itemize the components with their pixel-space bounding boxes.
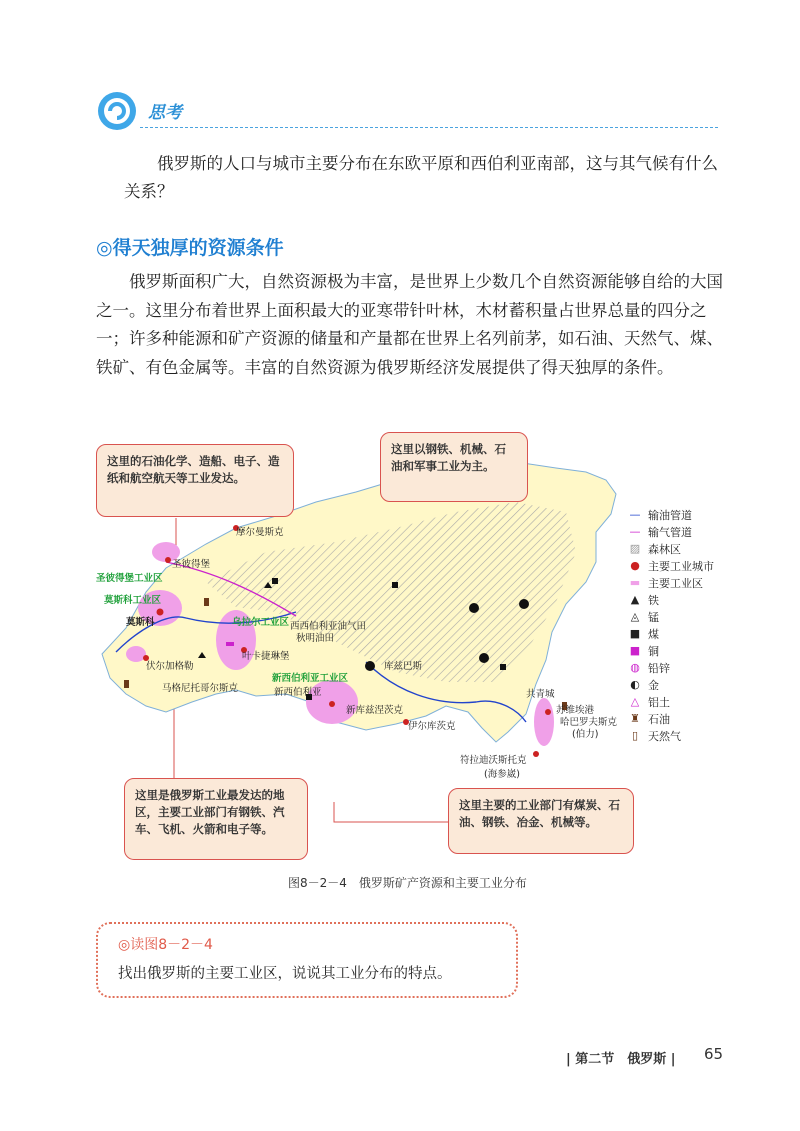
- legend-item: ▬ 主要工业区: [626, 574, 736, 591]
- city-icon: ●: [630, 559, 640, 572]
- legend-item: ▲ 铁: [626, 591, 736, 608]
- legend-item: ▯ 天然气: [626, 727, 736, 744]
- city-label: 新库兹涅茨克: [346, 705, 404, 716]
- copper-icon: ■: [629, 644, 641, 657]
- page-number: 65: [704, 1045, 724, 1063]
- city-label: 共青城: [526, 689, 555, 700]
- callout-st-petersburg: 这里的石油化学、造船、电子、造纸和航空航天等工业发达。: [96, 444, 294, 517]
- field-label: 秋明油田: [296, 633, 335, 644]
- callout-siberia: 这里主要的工业部门有煤炭、石油、钢铁、冶金、机械等。: [448, 788, 634, 854]
- legend-item: — 输气管道: [626, 523, 736, 540]
- coal-icon: ■: [629, 627, 641, 640]
- city-label: 马格尼托哥尔斯克: [162, 683, 239, 694]
- oil-icon: ♜: [630, 712, 640, 725]
- natural-gas-icon: ▯: [631, 729, 639, 742]
- legend-item: ◐ 金: [626, 676, 736, 693]
- legend-item: ■ 铜: [626, 642, 736, 659]
- city-label: 摩尔曼斯克: [236, 527, 284, 538]
- city-label: 符拉迪沃斯托克: [460, 755, 527, 766]
- region-label: 新西伯利亚工业区: [272, 673, 349, 684]
- legend-item: △ 铝土: [626, 693, 736, 710]
- city-label: (海参崴): [484, 769, 520, 780]
- region-label: 莫斯科工业区: [104, 595, 162, 606]
- legend-item: ▨ 森林区: [626, 540, 736, 557]
- divider: [140, 127, 718, 128]
- bauxite-icon: △: [630, 695, 640, 708]
- reading-text: 找出俄罗斯的主要工业区，说说其工业分布的特点。: [118, 966, 452, 982]
- legend-item: ● 主要工业城市: [626, 557, 736, 574]
- field-label: 西西伯利亚油气田: [290, 621, 367, 632]
- city-label: 莫斯科: [126, 617, 155, 628]
- city-label: 哈巴罗夫斯克: [560, 717, 618, 728]
- reading-title: ◎读图8－2－4: [118, 937, 213, 953]
- city-label: 伏尔加格勒: [146, 661, 194, 672]
- city-label: (伯力): [572, 729, 599, 740]
- lead-zinc-icon: ◍: [630, 661, 640, 674]
- city-label: 苏维埃港: [556, 705, 595, 716]
- oil-pipeline-icon: —: [629, 508, 641, 521]
- figure-caption: 图8－2－4 俄罗斯矿产资源和主要工业分布: [288, 876, 527, 890]
- manganese-icon: ◬: [630, 610, 640, 623]
- legend-item: ♜ 石油: [626, 710, 736, 727]
- legend-item: ■ 煤: [626, 625, 736, 642]
- running-footer: | 第二节 俄罗斯 |: [566, 1052, 676, 1067]
- section-title: ◎得天独厚的资源条件: [96, 237, 284, 259]
- city-label: 新西伯利亚: [274, 687, 322, 698]
- city-label: 库兹巴斯: [384, 661, 423, 672]
- map-legend: [626, 506, 736, 744]
- city-label: 伊尔库茨克: [408, 721, 456, 732]
- body-paragraph: 俄罗斯面积广大，自然资源极为丰富，是世界上少数几个自然资源能够自给的大国之一。这里分布着世界上面积最大的亚寒带针叶林，木材蓄积量占世界总量的四分之一；许多种能源和矿产资源的储量和产量都在世界上名列前茅，如石油、天然气、煤、铁矿、有色金属等。丰富的自然资源为俄罗斯经济发展提供了得天独厚的条件。: [96, 272, 723, 377]
- forest-icon: ▨: [629, 542, 641, 555]
- think-question: 俄罗斯的人口与城市主要分布在东欧平原和西伯利亚南部，这与其气候有什么关系？: [124, 154, 718, 201]
- gold-icon: ◐: [630, 678, 640, 691]
- city-label: 圣彼得堡: [172, 559, 211, 570]
- city-label: 叶卡捷琳堡: [242, 651, 290, 662]
- legend-item: — 输油管道: [626, 506, 736, 523]
- think-icon: [96, 90, 138, 132]
- callout-moscow: 这里是俄罗斯工业最发达的地区，主要工业部门有钢铁、汽车、飞机、火箭和电子等。: [124, 778, 308, 860]
- iron-icon: ▲: [630, 593, 640, 606]
- callout-ural: 这里以钢铁、机械、石油和军事工业为主。: [380, 432, 528, 502]
- think-label: 思考: [148, 103, 182, 123]
- gas-pipeline-icon: —: [629, 525, 641, 538]
- legend-item: ◬ 锰: [626, 608, 736, 625]
- region-label: 圣彼得堡工业区: [96, 573, 163, 584]
- industrial-area-icon: ▬: [629, 576, 641, 589]
- region-label: 乌拉尔工业区: [232, 617, 290, 628]
- legend-item: ◍ 铅锌: [626, 659, 736, 676]
